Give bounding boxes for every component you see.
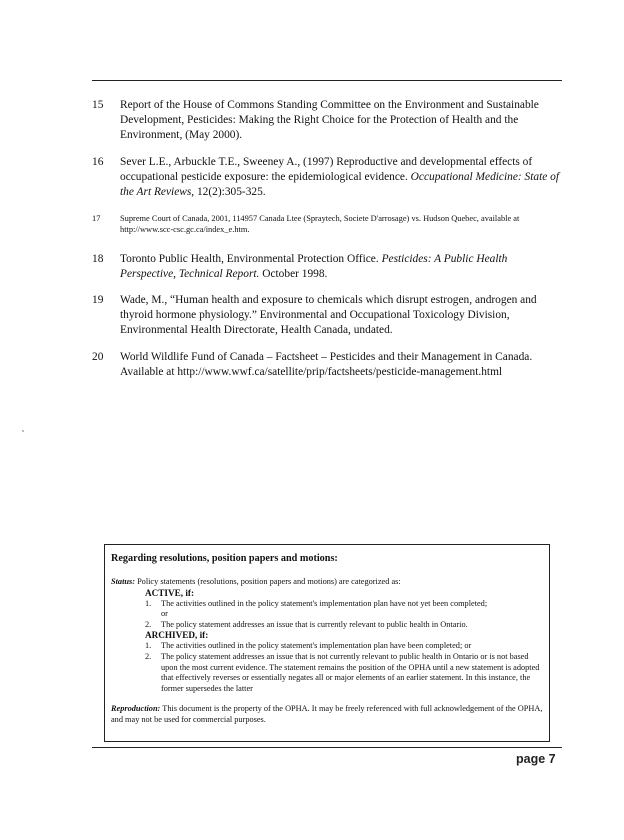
policy-notice-box xyxy=(104,544,550,742)
reference-number: 16 xyxy=(92,156,104,168)
reference-text: World Wildlife Fund of Canada – Factsheet – Pesticides and their Management in Canada. Available at http://www.wwf.ca/satellite/prip/factsheets/pesticide-management.html xyxy=(120,351,533,378)
reference-16 xyxy=(92,155,564,200)
reference-15 xyxy=(92,98,564,143)
footer-rule xyxy=(92,747,562,748)
notice-title: Regarding resolutions, position papers and motions: xyxy=(111,553,338,564)
reference-number: 20 xyxy=(92,351,104,363)
archived-item-1: 1. The activities outlined in the policy statement's implementation plan have been completed; or xyxy=(145,641,472,651)
reference-text: Toronto Public Health, Environmental Protection Office. Pesticides: A Public Health Perspective, Technical Report. October 1998. xyxy=(120,253,508,280)
reproduction-notice xyxy=(111,704,543,725)
reference-text: Sever L.E., Arbuckle T.E., Sweeney A., (1997) Reproductive and developmental effects of occupational pesticide exposure: the epidemiological evidence. Occupational Medicine: State of the Art Reviews, 12(2):305-325. xyxy=(120,156,560,198)
status-text: Policy statements (resolutions, position papers and motions) are categorized as: xyxy=(137,577,401,586)
reference-17 xyxy=(92,213,564,235)
reference-text: Supreme Court of Canada, 2001, 114957 Canada Ltee (Spraytech, Societe D'arrosage) vs. Hudson Quebec, available at http://www.scc-csc.gc.ca/index_e.htm. xyxy=(120,214,520,234)
status-label: Status: xyxy=(111,577,135,586)
scan-speck xyxy=(22,430,24,432)
active-heading: ACTIVE, if: xyxy=(145,587,195,598)
or-separator: or xyxy=(161,609,168,619)
header-rule xyxy=(92,80,562,81)
reference-text: Wade, M., “Human health and exposure to chemicals which disrupt estrogen, androgen and thyroid hormone physiology.” Environmental and Occupational Toxicology Division, Environmental Health Directorate, Health Canada, undated. xyxy=(120,294,537,336)
reference-20 xyxy=(92,350,564,380)
reference-18 xyxy=(92,252,564,282)
active-item-2: 2. The policy statement addresses an issue that is currently relevant to public health in Ontario. xyxy=(145,619,468,629)
reference-number: 19 xyxy=(92,294,104,306)
reference-number: 15 xyxy=(92,99,104,111)
status-line xyxy=(111,577,543,588)
archived-item-2: 2. The policy statement addresses an issue that is not currently relevant to public health in Ontario or is not based upon the most current evidence. The statement remains the position of the OPHA until a new statement is adopted that effectively reverses or essentially negates all or major elements of an earlier statement. In this instance, the former supersedes the latter xyxy=(145,651,540,693)
reference-19 xyxy=(92,293,564,338)
reference-number: 18 xyxy=(92,253,104,265)
reproduction-label: Reproduction: xyxy=(111,704,161,714)
page-number: page 7 xyxy=(516,752,556,766)
active-item-1: 1. The activities outlined in the policy statement's implementation plan have not yet been completed; xyxy=(145,598,488,608)
reference-number: 17 xyxy=(92,214,101,223)
reproduction-text: This document is the property of the OPHA. It may be freely referenced with full acknowledgement of the OPHA, and may not be used for commercial purposes. xyxy=(111,704,543,724)
reference-text: Report of the House of Commons Standing Committee on the Environment and Sustainable Development, Pesticides: Making the Right Choice for the Protection of Health and the Environment, (May 2000). xyxy=(120,99,539,141)
archived-heading: ARCHIVED, if: xyxy=(145,630,209,641)
